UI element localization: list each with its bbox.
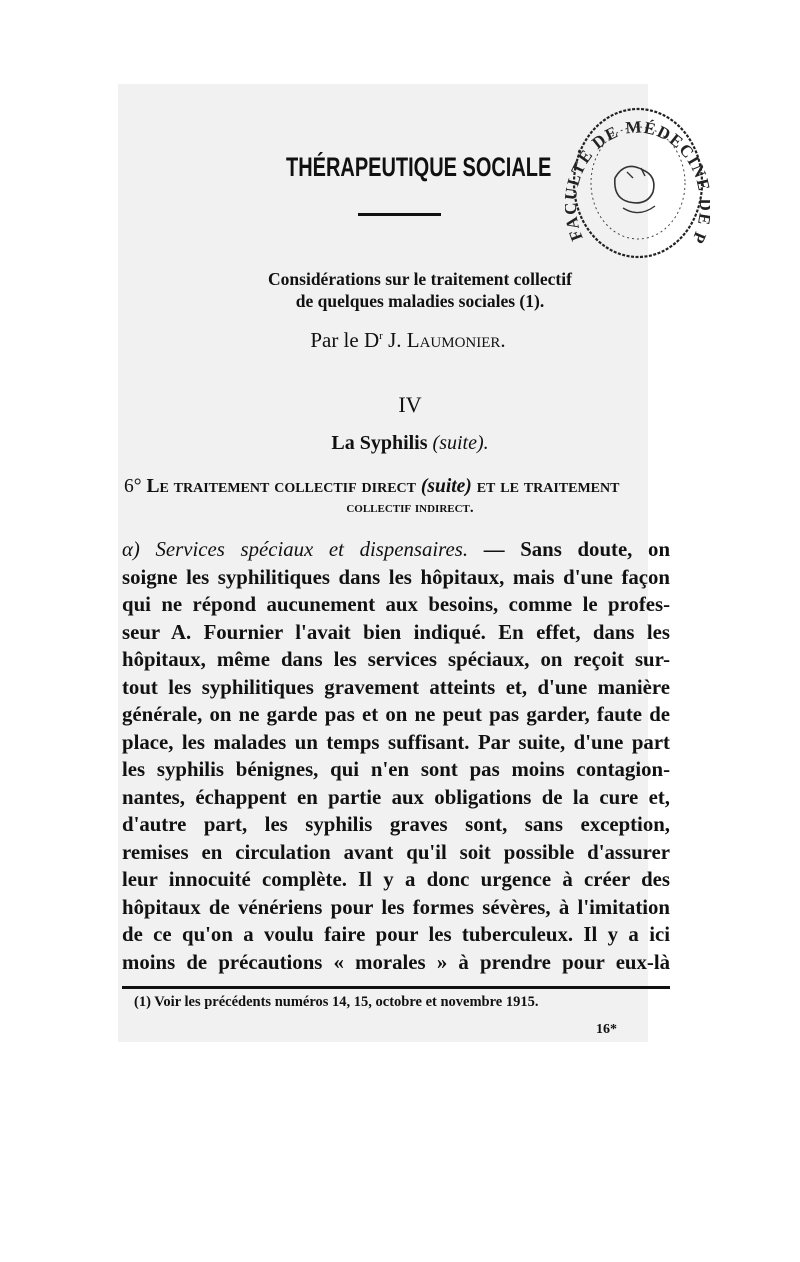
lead-marker: α) (122, 538, 140, 561)
subsection-heading-a: Le traitement collectif direct (146, 476, 417, 497)
body-line: générale, on ne garde pas et on ne peut pas garder, faute de (122, 703, 670, 726)
section-title (200, 432, 620, 455)
body-line: leur innocuité complète. Il y a donc urgence à créer des (122, 868, 670, 891)
body-line: de ce qu'on a voulu faire pour les tuberculeux. Il y a ici (122, 923, 670, 946)
author-prefix: Par le D (310, 328, 380, 352)
section-title-main: La Syphilis (331, 432, 428, 454)
subsection-heading-b: et le traitement (476, 476, 620, 497)
lead-heading: Services spéciaux et dispensaires. (155, 538, 469, 561)
author-title-sup: r (379, 330, 383, 342)
section-title-suffix: (suite). (432, 432, 489, 454)
body-line: remises en circulation avant qu'il soit possible d'assurer (122, 840, 670, 864)
body-line: les syphilis bénignes, qui n'en sont pas moins contagion- (122, 758, 670, 781)
body-lead-line (122, 536, 670, 564)
body-line: qui ne répond aucunement aux besoins, comme le profes- (122, 593, 670, 616)
signature-mark: 16* (596, 1022, 617, 1037)
journal-section-title: THÉRAPEUTIQUE SOCIALE (286, 152, 552, 182)
author-name: Laumonier. (406, 328, 506, 352)
body-line: d'autre part, les syphilis graves sont, sans exception, (122, 813, 670, 836)
subsection-heading-line-2: collectif indirect. (346, 500, 474, 516)
title-divider (358, 213, 441, 216)
body-line: nantes, échappent en partie aux obligations de la cure et, (122, 785, 670, 809)
lead-rest: — Sans doute, on (483, 538, 671, 561)
article-subtitle (200, 268, 640, 312)
body-text (122, 536, 670, 976)
body-line: tout les syphilitiques gravement atteints et, d'une manière (122, 675, 670, 699)
body-line: hôpitaux de vénériens pour les formes sévères, à l'imitation (122, 895, 670, 919)
body-line: moins de précautions « morales » à prendre pour eux-là (122, 950, 670, 974)
body-line: soigne les syphilitiques dans les hôpitaux, mais d'une façon (122, 565, 670, 589)
library-stamp (565, 88, 710, 266)
subtitle-line-2: de quelques maladies sociales (1). (295, 291, 545, 311)
author-initial: J. (388, 328, 402, 352)
footnote: (1) Voir les précédents numéros 14, 15, octobre et novembre 1915. (134, 994, 539, 1010)
body-line: hôpitaux, même dans les services spéciaux, on reçoit sur- (122, 648, 670, 671)
subsection-number: 6° (124, 476, 142, 497)
subtitle-line-1: Considérations sur le traitement collectif (268, 269, 572, 289)
subsection-heading (124, 476, 684, 498)
subsection-heading-suite: (suite) (420, 476, 472, 497)
author-line (248, 328, 568, 353)
body-line: seur A. Fournier l'avait bien indiqué. En effet, dans les (122, 620, 670, 644)
body-line: place, les malades un temps suffisant. Par suite, d'une part (122, 730, 670, 754)
footnote-divider (122, 986, 670, 989)
stamp-text: F LTÉ DE MÉDECIN P (565, 117, 710, 247)
chapter-number: IV (398, 392, 422, 417)
